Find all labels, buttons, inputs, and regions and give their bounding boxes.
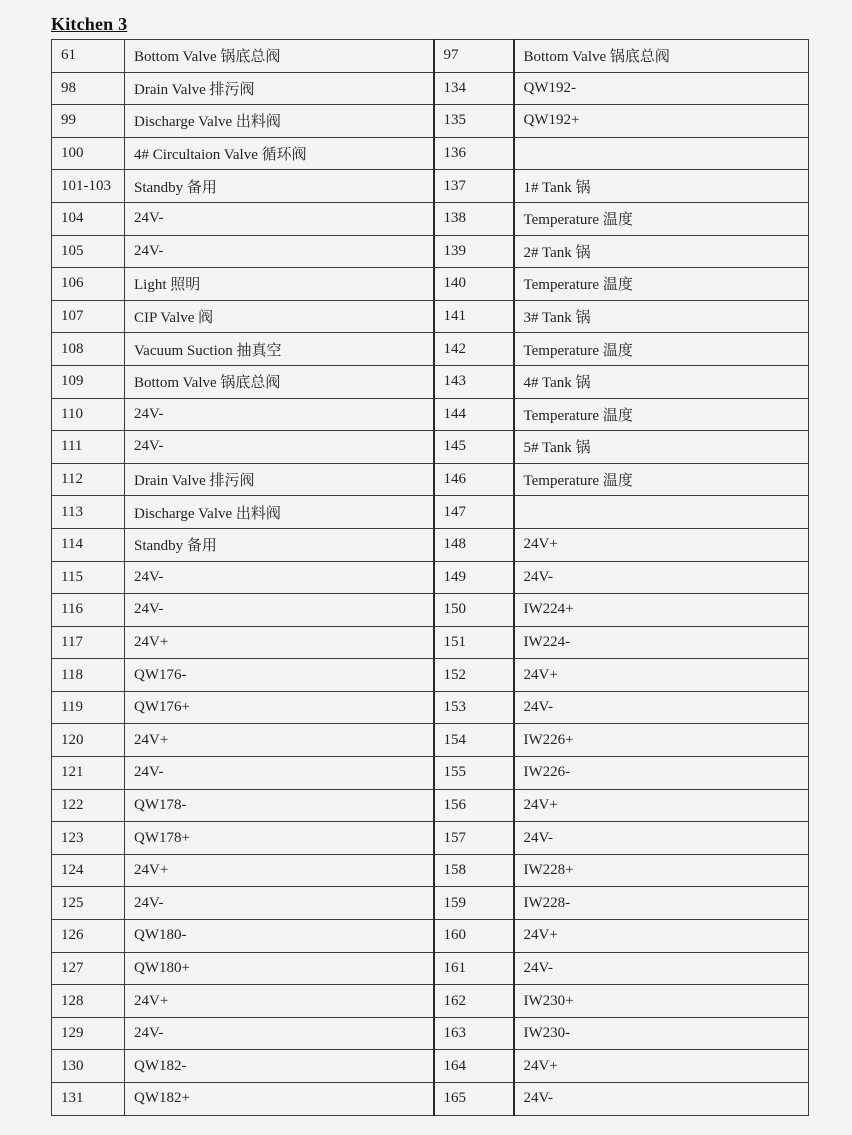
left-description-cell: Discharge Valve 出料阀 — [125, 496, 434, 529]
left-number-cell: 118 — [52, 659, 125, 692]
right-number-cell: 154 — [434, 724, 514, 757]
table-row — [52, 757, 809, 790]
left-number-cell: 114 — [52, 528, 125, 561]
right-number-cell: 163 — [434, 1017, 514, 1050]
right-number-cell: 161 — [434, 952, 514, 985]
right-description-cell: 24V- — [514, 1083, 809, 1116]
table-row — [52, 268, 809, 301]
table-row — [52, 105, 809, 138]
right-number-cell: 145 — [434, 431, 514, 464]
table-row — [52, 594, 809, 627]
left-number-cell: 126 — [52, 920, 125, 953]
left-description-cell: 24V- — [125, 235, 434, 268]
left-number-cell: 121 — [52, 757, 125, 790]
left-description-cell: Bottom Valve 锅底总阀 — [125, 40, 434, 73]
left-description-cell: QW176- — [125, 659, 434, 692]
right-number-cell: 158 — [434, 854, 514, 887]
right-description-cell: Temperature 温度 — [514, 463, 809, 496]
right-number-cell: 143 — [434, 365, 514, 398]
right-description-cell: IW230+ — [514, 985, 809, 1018]
left-description-cell: Light 照明 — [125, 268, 434, 301]
table-row — [52, 365, 809, 398]
right-description-cell: IW224- — [514, 626, 809, 659]
left-number-cell: 100 — [52, 137, 125, 170]
right-description-cell: 24V+ — [514, 528, 809, 561]
right-number-cell: 151 — [434, 626, 514, 659]
right-description-cell: 24V- — [514, 691, 809, 724]
page-title: Kitchen 3 — [51, 14, 128, 34]
left-number-cell: 125 — [52, 887, 125, 920]
table-row — [52, 854, 809, 887]
right-number-cell: 152 — [434, 659, 514, 692]
left-number-cell: 105 — [52, 235, 125, 268]
table-row — [52, 72, 809, 105]
right-description-cell — [514, 496, 809, 529]
left-description-cell: 24V- — [125, 398, 434, 431]
left-description-cell: 4# Circultaion Valve 循环阀 — [125, 137, 434, 170]
right-description-cell: 3# Tank 锅 — [514, 300, 809, 333]
left-number-cell: 107 — [52, 300, 125, 333]
terminal-table — [51, 39, 809, 1116]
right-number-cell: 147 — [434, 496, 514, 529]
right-number-cell: 138 — [434, 202, 514, 235]
left-number-cell: 122 — [52, 789, 125, 822]
right-number-cell: 149 — [434, 561, 514, 594]
right-description-cell: 24V+ — [514, 920, 809, 953]
right-number-cell: 146 — [434, 463, 514, 496]
left-description-cell: 24V- — [125, 887, 434, 920]
left-number-cell: 116 — [52, 594, 125, 627]
table-row — [52, 1017, 809, 1050]
right-description-cell: IW228+ — [514, 854, 809, 887]
left-description-cell: QW182- — [125, 1050, 434, 1083]
left-number-cell: 128 — [52, 985, 125, 1018]
left-description-cell: 24V+ — [125, 724, 434, 757]
left-number-cell: 124 — [52, 854, 125, 887]
table-row — [52, 170, 809, 203]
table-row — [52, 1083, 809, 1116]
left-description-cell: 24V+ — [125, 626, 434, 659]
right-number-cell: 142 — [434, 333, 514, 366]
table-row — [52, 202, 809, 235]
table-row — [52, 333, 809, 366]
left-description-cell: 24V- — [125, 431, 434, 464]
right-number-cell: 165 — [434, 1083, 514, 1116]
right-number-cell: 144 — [434, 398, 514, 431]
left-description-cell: Vacuum Suction 抽真空 — [125, 333, 434, 366]
right-description-cell: 24V- — [514, 561, 809, 594]
left-number-cell: 106 — [52, 268, 125, 301]
left-number-cell: 129 — [52, 1017, 125, 1050]
right-description-cell: 24V+ — [514, 659, 809, 692]
right-description-cell: 24V- — [514, 952, 809, 985]
left-description-cell: 24V- — [125, 594, 434, 627]
left-number-cell: 98 — [52, 72, 125, 105]
right-number-cell: 148 — [434, 528, 514, 561]
right-description-cell: Temperature 温度 — [514, 202, 809, 235]
left-number-cell: 111 — [52, 431, 125, 464]
right-number-cell: 156 — [434, 789, 514, 822]
right-number-cell: 97 — [434, 40, 514, 73]
table-row — [52, 822, 809, 855]
right-number-cell: 141 — [434, 300, 514, 333]
right-description-cell — [514, 137, 809, 170]
table-row — [52, 137, 809, 170]
right-description-cell: IW224+ — [514, 594, 809, 627]
left-description-cell: Discharge Valve 出料阀 — [125, 105, 434, 138]
table-row — [52, 920, 809, 953]
table-row — [52, 952, 809, 985]
table-row — [52, 235, 809, 268]
table-row — [52, 887, 809, 920]
left-number-cell: 61 — [52, 40, 125, 73]
table-row — [52, 659, 809, 692]
right-description-cell: Temperature 温度 — [514, 398, 809, 431]
left-description-cell: QW178+ — [125, 822, 434, 855]
right-description-cell: IW228- — [514, 887, 809, 920]
table-row — [52, 985, 809, 1018]
right-description-cell: Bottom Valve 锅底总阀 — [514, 40, 809, 73]
left-description-cell: 24V- — [125, 202, 434, 235]
left-number-cell: 104 — [52, 202, 125, 235]
right-description-cell: 24V+ — [514, 789, 809, 822]
left-number-cell: 115 — [52, 561, 125, 594]
left-description-cell: Standby 备用 — [125, 528, 434, 561]
right-number-cell: 137 — [434, 170, 514, 203]
right-description-cell: 24V+ — [514, 1050, 809, 1083]
right-description-cell: 4# Tank 锅 — [514, 365, 809, 398]
left-number-cell: 130 — [52, 1050, 125, 1083]
left-number-cell: 108 — [52, 333, 125, 366]
table-row — [52, 496, 809, 529]
left-number-cell: 101-103 — [52, 170, 125, 203]
right-number-cell: 140 — [434, 268, 514, 301]
right-description-cell: IW226- — [514, 757, 809, 790]
left-description-cell: CIP Valve 阀 — [125, 300, 434, 333]
left-description-cell: QW182+ — [125, 1083, 434, 1116]
right-description-cell: IW230- — [514, 1017, 809, 1050]
left-number-cell: 131 — [52, 1083, 125, 1116]
right-description-cell: 24V- — [514, 822, 809, 855]
left-description-cell: QW180- — [125, 920, 434, 953]
right-description-cell: 1# Tank 锅 — [514, 170, 809, 203]
table-row — [52, 431, 809, 464]
table-row — [52, 691, 809, 724]
left-description-cell: QW176+ — [125, 691, 434, 724]
right-description-cell: QW192+ — [514, 105, 809, 138]
left-description-cell: 24V- — [125, 561, 434, 594]
right-number-cell: 164 — [434, 1050, 514, 1083]
left-number-cell: 99 — [52, 105, 125, 138]
right-number-cell: 134 — [434, 72, 514, 105]
right-description-cell: 5# Tank 锅 — [514, 431, 809, 464]
right-description-cell: 2# Tank 锅 — [514, 235, 809, 268]
table-row — [52, 528, 809, 561]
left-description-cell: 24V- — [125, 1017, 434, 1050]
right-number-cell: 157 — [434, 822, 514, 855]
left-description-cell: Drain Valve 排污阀 — [125, 463, 434, 496]
left-number-cell: 123 — [52, 822, 125, 855]
left-number-cell: 113 — [52, 496, 125, 529]
table-row — [52, 300, 809, 333]
left-number-cell: 110 — [52, 398, 125, 431]
table-row — [52, 789, 809, 822]
right-number-cell: 136 — [434, 137, 514, 170]
right-description-cell: IW226+ — [514, 724, 809, 757]
table-row — [52, 40, 809, 73]
right-number-cell: 150 — [434, 594, 514, 627]
left-number-cell: 109 — [52, 365, 125, 398]
table-row — [52, 561, 809, 594]
left-description-cell: 24V+ — [125, 854, 434, 887]
left-description-cell: Bottom Valve 锅底总阀 — [125, 365, 434, 398]
right-number-cell: 162 — [434, 985, 514, 1018]
right-description-cell: Temperature 温度 — [514, 333, 809, 366]
left-number-cell: 120 — [52, 724, 125, 757]
right-number-cell: 155 — [434, 757, 514, 790]
table-row — [52, 1050, 809, 1083]
right-number-cell: 160 — [434, 920, 514, 953]
left-description-cell: 24V- — [125, 757, 434, 790]
right-description-cell: Temperature 温度 — [514, 268, 809, 301]
terminal-table-body — [52, 40, 809, 1116]
left-description-cell: Standby 备用 — [125, 170, 434, 203]
right-number-cell: 153 — [434, 691, 514, 724]
right-number-cell: 135 — [434, 105, 514, 138]
table-row — [52, 626, 809, 659]
left-number-cell: 117 — [52, 626, 125, 659]
table-row — [52, 463, 809, 496]
table-row — [52, 724, 809, 757]
left-number-cell: 112 — [52, 463, 125, 496]
table-row — [52, 398, 809, 431]
left-number-cell: 119 — [52, 691, 125, 724]
left-description-cell: QW178- — [125, 789, 434, 822]
right-number-cell: 139 — [434, 235, 514, 268]
right-number-cell: 159 — [434, 887, 514, 920]
left-number-cell: 127 — [52, 952, 125, 985]
right-description-cell: QW192- — [514, 72, 809, 105]
left-description-cell: QW180+ — [125, 952, 434, 985]
left-description-cell: 24V+ — [125, 985, 434, 1018]
left-description-cell: Drain Valve 排污阀 — [125, 72, 434, 105]
